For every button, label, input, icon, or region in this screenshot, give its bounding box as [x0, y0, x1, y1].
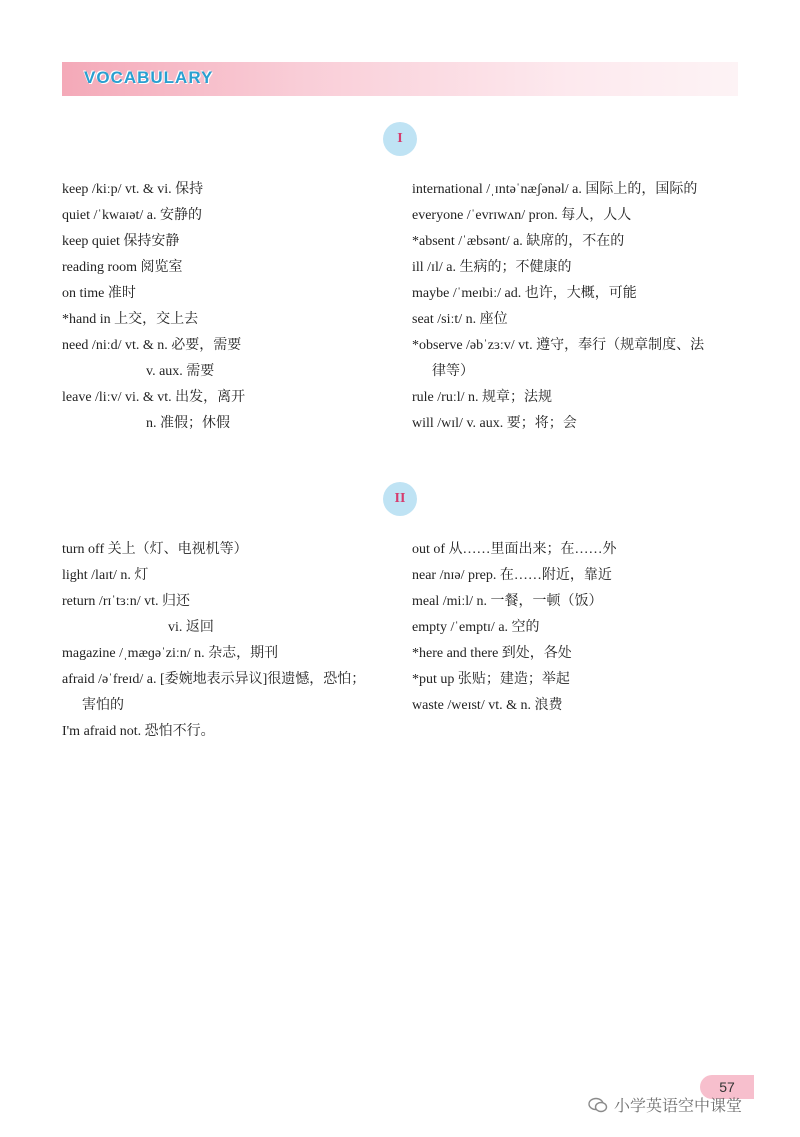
watermark-text: 小学英语空中课堂 [614, 1096, 743, 1115]
vocab-entry: need /niːd/ vt. & n. 必要，需要 [62, 338, 242, 353]
vocab-entry: magazine /ˌmæɡəˈziːn/ n. 杂志，期刊 [62, 646, 279, 661]
vocab-entry: international /ˌɪntəˈnæʃənəl/ a. 国际上的，国际的 [412, 182, 698, 197]
vocab-entry: I'm afraid not. 恐怕不行。 [62, 724, 215, 739]
vocab-entry: *absent /ˈæbsənt/ a. 缺席的，不在的 [412, 234, 625, 249]
section-banner [62, 62, 738, 96]
vocab-entry: *put up 张贴；建造；举起 [412, 672, 570, 687]
vocab-entry: *hand in 上交，交上去 [62, 312, 199, 327]
vocab-entry: *observe /əbˈzɜːv/ vt. 遵守，奉行（规章制度、法 [412, 338, 705, 353]
vocab-entry: waste /weɪst/ vt. & n. 浪费 [412, 698, 563, 713]
vocab-entry: n. 准假；休假 [146, 416, 230, 431]
section2-right-column [412, 537, 752, 719]
section1-left-column [62, 177, 402, 437]
vocab-entry: near /nɪə/ prep. 在……附近，靠近 [412, 568, 612, 583]
vocab-entry: ill /ɪl/ a. 生病的；不健康的 [412, 260, 572, 275]
vocab-entry: vi. 返回 [168, 620, 214, 635]
watermark [588, 1093, 742, 1116]
vocab-entry: afraid /əˈfreɪd/ a. [委婉地表示异议]很遗憾，恐怕； [62, 672, 366, 687]
vocab-entry: maybe /ˈmeɪbiː/ ad. 也许，大概，可能 [412, 286, 637, 301]
vocab-entry: keep quiet 保持安静 [62, 234, 180, 249]
vocab-entry: v. aux. 需要 [146, 364, 215, 379]
vocab-entry: will /wɪl/ v. aux. 要；将；会 [412, 416, 577, 431]
vocab-entry: leave /liːv/ vi. & vt. 出发，离开 [62, 390, 246, 405]
section-badge-1: I [383, 122, 417, 156]
vocab-entry: quiet /ˈkwaɪət/ a. 安静的 [62, 208, 202, 223]
vocab-entry: out of 从……里面出来；在……外 [412, 542, 617, 557]
vocab-entry: rule /ruːl/ n. 规章；法规 [412, 390, 552, 405]
vocab-entry: 律等） [432, 364, 474, 379]
vocab-entry: 害怕的 [82, 698, 124, 713]
wechat-icon [588, 1097, 608, 1113]
vocab-entry: keep /kiːp/ vt. & vi. 保持 [62, 182, 204, 197]
vocab-entry: turn off 关上（灯、电视机等） [62, 542, 248, 557]
section-badge-2: II [383, 482, 417, 516]
vocab-entry: return /rɪˈtɜːn/ vt. 归还 [62, 594, 190, 609]
vocab-entry: empty /ˈemptɪ/ a. 空的 [412, 620, 540, 635]
vocab-entry: seat /siːt/ n. 座位 [412, 312, 508, 327]
vocab-entry: reading room 阅览室 [62, 260, 183, 275]
vocab-entry: meal /miːl/ n. 一餐，一顿（饭） [412, 594, 603, 609]
section2-left-column [62, 537, 402, 745]
vocab-entry: everyone /ˈevrɪwʌn/ pron. 每人，人人 [412, 208, 632, 223]
vocab-entry: light /laɪt/ n. 灯 [62, 568, 149, 583]
vocab-entry: *here and there 到处，各处 [412, 646, 572, 661]
vocab-entry: on time 准时 [62, 286, 136, 301]
section1-right-column [412, 177, 772, 437]
banner-title: VOCABULARY [84, 68, 214, 87]
page-number: 57 [700, 1075, 754, 1099]
